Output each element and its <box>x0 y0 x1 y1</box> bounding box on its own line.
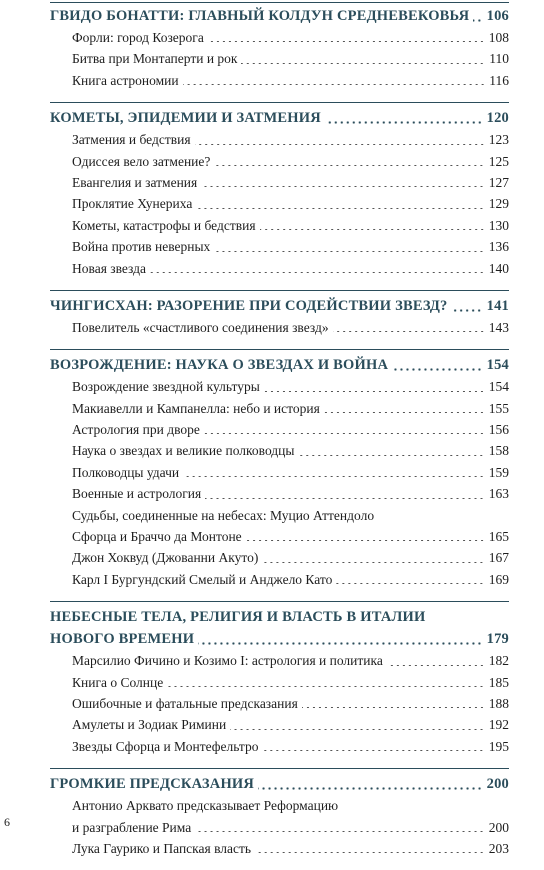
toc-entry[interactable] <box>50 547 509 568</box>
section-heading-text: ГВИДО БОНАТТИ: ГЛАВНЫЙ КОЛДУН СРЕДНЕВЕКОВЬЯ <box>50 8 470 24</box>
toc-entry[interactable] <box>50 795 509 816</box>
toc-entry-text: Астрология при дворе <box>72 422 200 438</box>
toc-entry-text: Судьбы, соединенные на небесах: Муцио Аттендоло <box>72 507 375 523</box>
dot-leader <box>230 729 485 730</box>
toc-section <box>50 601 509 757</box>
toc-entry-text: Возрождение звездной культуры <box>72 379 260 395</box>
toc-entry[interactable] <box>50 48 509 69</box>
section-heading[interactable] <box>50 773 509 795</box>
section-heading-text: НОВОГО ВРЕМЕНИ <box>50 631 195 648</box>
toc-entry[interactable] <box>50 215 509 236</box>
page-ref: 192 <box>488 717 509 733</box>
page-ref: 110 <box>489 51 509 67</box>
dot-leader <box>336 583 484 584</box>
dot-leader <box>183 476 485 477</box>
toc-entry-text: Макиавелли и Кампанелла: небо и история <box>72 400 320 416</box>
toc-entry-text: Одиссея вело затмение? <box>72 153 211 169</box>
dot-leader <box>241 63 485 64</box>
toc-entry[interactable] <box>50 317 509 338</box>
page-ref: 154 <box>486 357 509 374</box>
toc-entry[interactable] <box>50 236 509 257</box>
toc-entry[interactable] <box>50 569 509 590</box>
page-ref: 169 <box>488 571 509 587</box>
page-ref: 127 <box>488 174 509 190</box>
section-heading[interactable] <box>50 628 509 650</box>
dot-leader <box>392 368 482 371</box>
toc-entry[interactable] <box>50 398 509 419</box>
toc-entry-text: Форли: город Козерога <box>72 30 204 45</box>
dot-leader <box>324 412 485 413</box>
dot-leader <box>298 455 484 456</box>
toc-entry[interactable] <box>50 505 509 526</box>
dot-leader <box>473 19 482 22</box>
toc-entry[interactable] <box>50 817 509 838</box>
page-ref: 106 <box>486 8 509 24</box>
toc-entry[interactable] <box>50 70 509 91</box>
toc-entry[interactable] <box>50 258 509 279</box>
page-ref: 108 <box>488 30 509 45</box>
toc-entry-text: Книга о Солнце <box>72 674 164 690</box>
page-ref: 140 <box>488 260 509 276</box>
page-ref: 179 <box>486 631 509 648</box>
dot-leader <box>204 433 485 434</box>
section-heading[interactable] <box>50 5 509 27</box>
page-ref: 200 <box>486 776 509 793</box>
page-ref: 120 <box>486 110 509 127</box>
toc-entry[interactable] <box>50 526 509 547</box>
dot-leader <box>262 562 484 563</box>
toc-section <box>50 2 509 91</box>
table-of-contents <box>50 2 509 870</box>
page-ref: 158 <box>488 443 509 459</box>
page-ref: 188 <box>488 695 509 711</box>
page-ref: 155 <box>488 400 509 416</box>
dot-leader <box>214 251 484 252</box>
toc-entry-text: Повелитель «счастливого соединения звезд» <box>72 319 329 335</box>
toc-entry-text: Евангелия и затмения <box>72 174 198 190</box>
dot-leader <box>198 642 482 645</box>
dot-leader <box>196 208 484 209</box>
page-ref: 141 <box>486 297 509 314</box>
toc-entry-text: Лука Гаурико и Папская власть <box>72 840 252 856</box>
toc-section <box>50 290 509 338</box>
toc-section <box>50 768 509 859</box>
toc-entry-text: Амулеты и Зодиак Римини <box>72 717 227 733</box>
dot-leader <box>201 186 485 187</box>
toc-entry[interactable] <box>50 27 509 48</box>
page-ref: 195 <box>488 738 509 754</box>
toc-entry[interactable] <box>50 672 509 693</box>
toc-entry[interactable] <box>50 650 509 671</box>
dot-leader <box>325 121 483 124</box>
toc-entry-text: Антонио Арквато предсказывает Реформацию <box>72 798 339 814</box>
page-ref: 203 <box>488 840 509 856</box>
toc-entry-text: Марсилио Фичино и Козимо I: астрология и политика <box>72 653 383 669</box>
dot-leader <box>333 331 485 332</box>
toc-entry-text: Новая звезда <box>72 260 147 276</box>
toc-entry[interactable] <box>50 693 509 714</box>
page-ref: 125 <box>488 153 509 169</box>
page-ref: 163 <box>488 486 509 502</box>
page-ref: 182 <box>488 653 509 669</box>
toc-entry-text: Книга астрономии <box>72 72 179 88</box>
toc-entry[interactable] <box>50 129 509 150</box>
toc-entry[interactable] <box>50 462 509 483</box>
page-ref: 129 <box>488 196 509 212</box>
toc-entry-text: Затмения и бедствия <box>72 132 191 148</box>
toc-entry[interactable] <box>50 172 509 193</box>
dot-leader <box>205 498 485 499</box>
section-heading-text: ЧИНГИСХАН: РАЗОРЕНИЕ ПРИ СОДЕЙСТВИИ ЗВЕЗД? <box>50 297 448 314</box>
toc-entry-text: Война против неверных <box>72 239 211 255</box>
toc-entry-text: Наука о звездах и великие полководцы <box>72 443 295 459</box>
toc-entry-text: Карл I Бургундский Смелый и Анджело Като <box>72 571 333 587</box>
toc-entry[interactable] <box>50 440 509 461</box>
toc-entry-text: Проклятие Хунериха <box>72 196 193 212</box>
page-ref: 123 <box>488 132 509 148</box>
section-heading[interactable] <box>50 107 509 129</box>
toc-entry-text: Звезды Сфорца и Монтефельтро <box>72 738 259 754</box>
dot-leader <box>264 391 485 392</box>
toc-entry-text: Джон Хоквуд (Джованни Акуто) <box>72 550 259 566</box>
section-heading-text: КОМЕТЫ, ЭПИДЕМИИ И ЗАТМЕНИЯ <box>50 110 321 127</box>
toc-entry-text: Сфорца и Браччо да Монтоне <box>72 529 242 545</box>
dot-leader <box>208 41 485 42</box>
dot-leader <box>167 686 485 687</box>
dot-leader <box>214 165 484 166</box>
dot-leader <box>246 540 485 541</box>
page-ref: 185 <box>488 674 509 690</box>
section-heading[interactable] <box>50 354 509 376</box>
page-ref: 167 <box>488 550 509 566</box>
page-number: 6 <box>4 815 10 829</box>
dot-leader <box>262 750 484 751</box>
toc-entry[interactable] <box>50 193 509 214</box>
page-ref: 165 <box>488 529 509 545</box>
section-heading[interactable] <box>50 606 509 628</box>
toc-section <box>50 349 509 590</box>
toc-entry-text: Полководцы удачи <box>72 464 180 480</box>
dot-leader <box>258 787 483 790</box>
toc-entry[interactable] <box>50 419 509 440</box>
page-ref: 156 <box>488 422 509 438</box>
toc-entry[interactable] <box>50 483 509 504</box>
toc-section <box>50 102 509 279</box>
dot-leader <box>255 852 485 853</box>
dot-leader <box>302 707 485 708</box>
toc-entry[interactable] <box>50 151 509 172</box>
dot-leader <box>260 229 485 230</box>
page-ref: 136 <box>488 239 509 255</box>
toc-entry[interactable] <box>50 376 509 397</box>
toc-entry[interactable] <box>50 838 509 859</box>
page-ref: 116 <box>489 72 509 88</box>
dot-leader <box>195 144 485 145</box>
toc-entry[interactable] <box>50 736 509 757</box>
dot-leader <box>387 665 485 666</box>
section-heading-text: НЕБЕСНЫЕ ТЕЛА, РЕЛИГИЯ И ВЛАСТЬ В ИТАЛИИ <box>50 609 426 626</box>
dot-leader <box>183 84 486 85</box>
dot-leader <box>150 272 485 273</box>
section-heading[interactable] <box>50 295 509 317</box>
page-ref: 200 <box>488 819 509 835</box>
toc-entry-text: и разграбление Рима <box>72 819 192 835</box>
toc-entry-text: Военные и астрология <box>72 486 202 502</box>
toc-entry[interactable] <box>50 714 509 735</box>
page-ref: 159 <box>488 464 509 480</box>
section-heading-text: ГРОМКИЕ ПРЕДСКАЗАНИЯ <box>50 776 255 793</box>
toc-entry-text: Битва при Монтаперти и рок <box>72 51 238 67</box>
section-heading-text: ВОЗРОЖДЕНИЕ: НАУКА О ЗВЕЗДАХ И ВОЙНА <box>50 357 389 374</box>
page-ref: 130 <box>488 217 509 233</box>
toc-entry-text: Кометы, катастрофы и бедствия <box>72 217 256 233</box>
toc-entry-text: Ошибочные и фатальные предсказания <box>72 695 298 711</box>
page-ref: 143 <box>488 319 509 335</box>
dot-leader <box>451 309 482 312</box>
page-ref: 154 <box>488 379 509 395</box>
